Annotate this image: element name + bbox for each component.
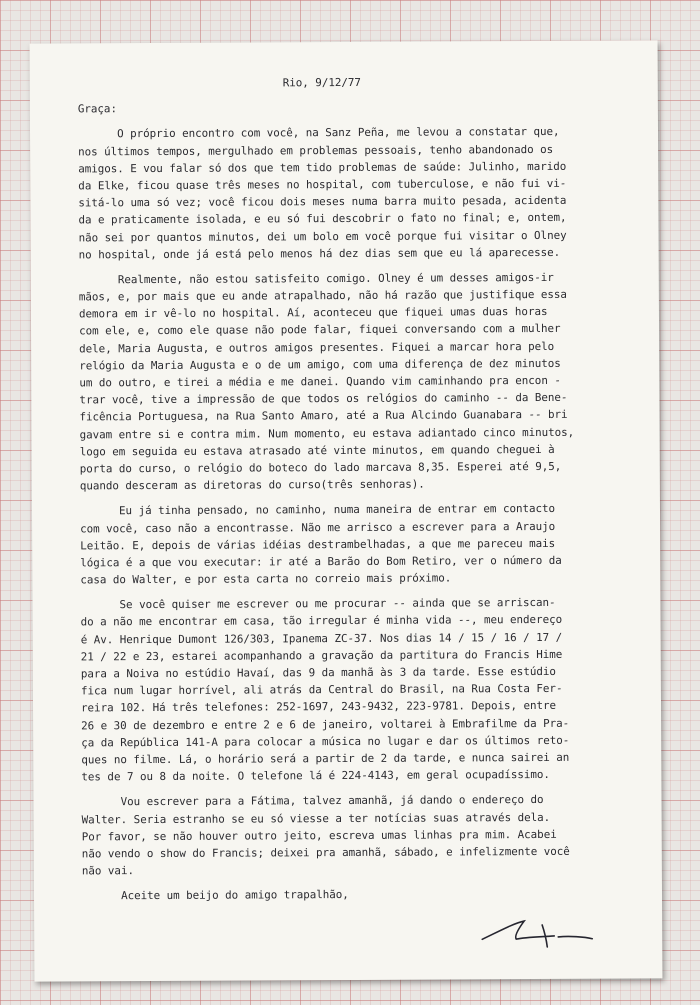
- letter-line: Se você quiser me escrever ou me procurar -- ainda que se arriscan-: [80, 596, 556, 612]
- letter-line: da Elke, ficou quase três meses no hospital, com tuberculose, e não fui vi-: [78, 176, 567, 193]
- letter-line: casa do Walter, e por esta carta no correio mais próximo.: [80, 571, 452, 587]
- letter-line: Eu já tinha pensado, no caminho, numa maneira de entrar em contacto: [79, 502, 556, 518]
- letter-line: reira 102. Há três telefones: 252-1697, 243-9432, 223-9781. Depois, entre: [80, 699, 557, 715]
- letter-line: dele, Maria Augusta, e outros amigos presentes. Fiquei a marcar hora pelo: [79, 339, 555, 356]
- letter-body: [78, 72, 657, 904]
- letter-line: Leitão. E, depois de várias idéias destrambelhadas, a que me pareceu mais: [80, 536, 556, 553]
- paragraphs: [78, 115, 657, 888]
- letter-line: relógio da Maria Augusta e o de um amigo, com uma diferença de dez minutos: [79, 356, 561, 373]
- letter-line: Realmente, não estou satisfeito comigo. Olney é um desses amigos-ir: [78, 270, 554, 287]
- salutation: Graça:: [77, 102, 117, 116]
- letter-line: ques no filme. Lá, o horário será a partir de 2 da tarde, e nunca sairei an: [81, 750, 570, 767]
- letter-line: Vou escrever para a Fátima, talvez amanhã, já dando o endereço do: [81, 793, 544, 809]
- letter-line: sitá-lo uma só vez; você ficou dois meses numa barra muito pesada, acidenta: [78, 193, 567, 210]
- letter-line: Por favor, se não houver outro jeito, escreva umas linhas pra mim. Acabei: [81, 827, 557, 844]
- letter-line: não vai.: [81, 864, 134, 878]
- letter-line: do a não me encontrar em casa, tão irregular é minha vida --, meu endereço: [80, 613, 563, 629]
- letter-line: fica num lugar horrível, ali atrás da Central do Brasil, na Rua Costa Fer-: [80, 682, 563, 698]
- letter-line: tes de 7 ou 8 da noite. O telefone lá é 224-4143, em geral ocupadíssimo.: [81, 768, 550, 784]
- letter-line: da e praticamente isolada, e eu só fui descobrir o fato no final; e, ontem,: [78, 211, 567, 227]
- letter-line: com você, caso não a encontrasse. Não me arrisco a escrever para a Araujo: [80, 519, 556, 535]
- letter-line: não vendo o show do Francis; deixei pra amanhã, sábado, e infelizmente você: [81, 844, 570, 861]
- letter-line: porta do curso, o relógio do boteco do lado marcava 8,35. Esperei até 9,5,: [79, 459, 562, 476]
- letter-line: não sei por quantos minutos, dei um bolo em você porque fui visitar o Olney: [78, 228, 567, 244]
- letter-line: amigos. E vou falar só dos que tem tido problemas de saúde: Julinho, marido: [78, 159, 567, 176]
- letter-line: lógica é a que vou executar: ir até a Barão do Bom Retiro, ver o número da: [80, 553, 562, 570]
- letter-line: trar você, tive a impressão de que todos os relógios do caminho -- da Bene-: [79, 391, 568, 407]
- closing-line: Aceite um beijo do amigo trapalhão,: [81, 888, 349, 903]
- letter-line: 26 e 30 de dezembro e entre 2 e 6 de janeiro, voltarei à Embrafilme da Pra-: [81, 716, 570, 732]
- letter-line: demora em ir vê-lo no hospital. Aí, aconteceu que fiquei umas duas horas: [78, 305, 548, 321]
- letter-line: é Av. Henrique Dumont 126/303, Ipanema ZC-37. Nos dias 14 / 15 / 16 / 17 /: [80, 630, 563, 647]
- letter-line: 21 / 22 e 23, estarei acompanhando a gravação da partitura do Francis Hime: [80, 647, 563, 664]
- letter-line: logo em seguida eu estava atrasado até vinte minutos, em quando cheguei à: [79, 442, 555, 459]
- letter-line: mãos, e, por mais que eu ande atrapalhado, não há razão que justifique essa: [78, 287, 567, 304]
- letter-line: quando desceram as diretoras do curso(três senhoras).: [79, 477, 425, 493]
- letter-line: Walter. Seria estranho se eu só viesse a ter notícias suas através dela.: [81, 810, 551, 826]
- letter-line: um do outro, e tirei a média e me danei. Quando vim caminhando pra encon -: [79, 373, 561, 390]
- letter-line: para a Noiva no estúdio Havaí, das 9 da manhã às 3 da tarde. Esse estúdio: [80, 664, 556, 681]
- letter-sheet: [30, 40, 663, 981]
- letter-line: O próprio encontro com você, na Sanz Peña, me levou a constatar que,: [77, 125, 560, 141]
- letter-line: gavam entre si e contra mim. Num momento, eu estava adiantado cinco minutos,: [79, 425, 575, 441]
- letter-line: nos últimos tempos, mergulhado em problemas pessoais, tenho abandonado os: [78, 142, 554, 158]
- letter-line: ça da República 141-A para colocar a música no lugar e dar os últimos reto-: [81, 733, 570, 750]
- letter-line: no hospital, onde já está pelo menos há dez dias sem que eu lá aparecesse.: [78, 245, 561, 262]
- letter-line: ficência Portuguesa, na Rua Santo Amaro, até a Rua Alcindo Guanabara -- bri: [79, 408, 568, 424]
- letter-line: com ele, e, como ele quase não pode falar, fiquei conversando com a mulher: [79, 322, 561, 338]
- letter-date: Rio, 9/12/77: [282, 75, 361, 90]
- signature-scribble: [474, 909, 594, 950]
